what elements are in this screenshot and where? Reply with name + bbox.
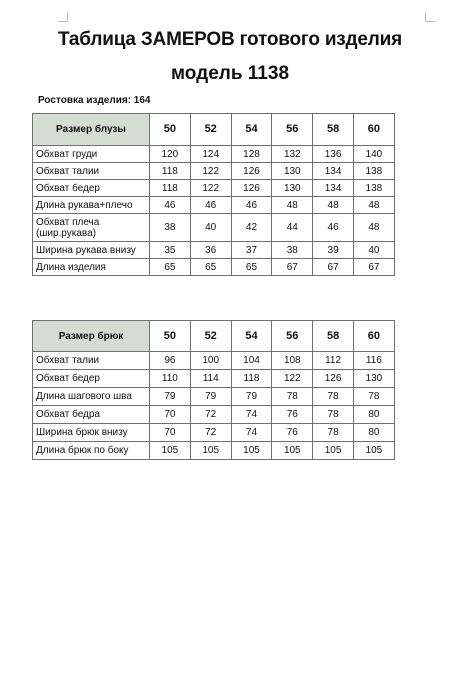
measurement-value: 122 [272, 370, 313, 388]
measurement-value: 134 [313, 163, 354, 180]
measurement-value: 126 [231, 180, 272, 197]
measurement-value: 70 [150, 424, 191, 442]
measurement-name: Длина рукава+плечо [33, 197, 150, 214]
measurement-value: 130 [272, 180, 313, 197]
measurement-value: 118 [150, 180, 191, 197]
measurement-value: 108 [272, 352, 313, 370]
size-header-cell: 54 [231, 321, 272, 352]
size-header-cell: 56 [272, 114, 313, 146]
measurement-value: 116 [353, 352, 394, 370]
measurement-name: Обхват бедер [33, 370, 150, 388]
measurement-value: 105 [272, 442, 313, 460]
measurement-name: Обхват бедра [33, 406, 150, 424]
measurement-value: 37 [231, 242, 272, 259]
measurement-value: 48 [353, 197, 394, 214]
measurement-value: 124 [190, 146, 231, 163]
measurement-value: 100 [190, 352, 231, 370]
measurement-value: 105 [150, 442, 191, 460]
measurement-name: Обхват плеча (шир.рукава) [33, 214, 150, 242]
table-row [33, 370, 395, 388]
page-title: Таблица ЗАМЕРОВ готового изделия [57, 29, 403, 50]
table-row [33, 388, 395, 406]
measurement-value: 40 [353, 242, 394, 259]
measurement-value: 38 [272, 242, 313, 259]
measurement-name: Ширина рукава внизу [33, 242, 150, 259]
measurement-value: 78 [353, 388, 394, 406]
measurement-name: Длина брюк по боку [33, 442, 150, 460]
size-header-cell: 60 [353, 114, 394, 146]
measurement-value: 46 [190, 197, 231, 214]
measurement-value: 65 [190, 259, 231, 276]
measurement-name: Обхват бедер [33, 180, 150, 197]
size-header-cell: 54 [231, 114, 272, 146]
measurement-value: 114 [190, 370, 231, 388]
pants-header-label: Размер брюк [33, 321, 150, 352]
measurement-value: 105 [190, 442, 231, 460]
measurement-value: 126 [231, 163, 272, 180]
measurement-value: 48 [313, 197, 354, 214]
measurement-value: 72 [190, 406, 231, 424]
measurement-value: 130 [272, 163, 313, 180]
measurement-name: Длина изделия [33, 259, 150, 276]
measurement-value: 36 [190, 242, 231, 259]
measurement-value: 76 [272, 424, 313, 442]
measurement-value: 44 [272, 214, 313, 242]
measurement-name: Длина шагового шва [33, 388, 150, 406]
measurement-value: 136 [313, 146, 354, 163]
size-header-cell: 50 [150, 321, 191, 352]
measurement-value: 78 [272, 388, 313, 406]
measurement-value: 78 [313, 388, 354, 406]
measurement-value: 78 [313, 406, 354, 424]
table-row [33, 197, 395, 214]
measurement-value: 67 [313, 259, 354, 276]
measurement-value: 72 [190, 424, 231, 442]
measurement-value: 118 [231, 370, 272, 388]
measurement-value: 140 [353, 146, 394, 163]
measurement-value: 39 [313, 242, 354, 259]
crop-mark-top-left [58, 12, 68, 22]
measurement-value: 78 [313, 424, 354, 442]
measurement-name: Обхват талии [33, 163, 150, 180]
measurement-value: 104 [231, 352, 272, 370]
measurement-value: 67 [272, 259, 313, 276]
measurement-value: 128 [231, 146, 272, 163]
measurement-value: 105 [231, 442, 272, 460]
measurement-value: 67 [353, 259, 394, 276]
measurement-value: 35 [150, 242, 191, 259]
pants-header-row [33, 321, 395, 352]
measurement-value: 46 [231, 197, 272, 214]
pants-size-table [32, 320, 395, 460]
size-header-cell: 60 [353, 321, 394, 352]
measurement-value: 65 [150, 259, 191, 276]
height-label: Ростовка изделия: 164 [38, 95, 151, 106]
size-header-cell: 50 [150, 114, 191, 146]
table-row [33, 146, 395, 163]
measurement-value: 138 [353, 180, 394, 197]
measurement-value: 122 [190, 163, 231, 180]
table-row [33, 442, 395, 460]
measurement-value: 65 [231, 259, 272, 276]
measurement-value: 80 [353, 424, 394, 442]
measurement-value: 132 [272, 146, 313, 163]
measurement-value: 80 [353, 406, 394, 424]
measurement-name: Обхват талии [33, 352, 150, 370]
measurement-value: 79 [190, 388, 231, 406]
measurement-value: 138 [353, 163, 394, 180]
measurement-value: 46 [150, 197, 191, 214]
size-header-cell: 58 [313, 321, 354, 352]
table-row [33, 163, 395, 180]
table-row [33, 406, 395, 424]
measurement-value: 112 [313, 352, 354, 370]
measurement-value: 126 [313, 370, 354, 388]
measurement-value: 105 [353, 442, 394, 460]
size-header-cell: 52 [190, 321, 231, 352]
blouse-size-table [32, 113, 395, 276]
size-header-cell: 52 [190, 114, 231, 146]
size-header-cell: 58 [313, 114, 354, 146]
measurement-value: 118 [150, 163, 191, 180]
measurement-value: 105 [313, 442, 354, 460]
measurement-value: 79 [150, 388, 191, 406]
measurement-name: Обхват груди [33, 146, 150, 163]
table-row [33, 214, 395, 242]
model-title: модель 1138 [170, 63, 290, 84]
measurement-value: 42 [231, 214, 272, 242]
measurement-value: 70 [150, 406, 191, 424]
measurement-value: 74 [231, 424, 272, 442]
size-header-cell: 56 [272, 321, 313, 352]
measurement-value: 38 [150, 214, 191, 242]
measurement-value: 120 [150, 146, 191, 163]
blouse-header-label: Размер блузы [33, 114, 150, 146]
measurement-value: 122 [190, 180, 231, 197]
measurement-value: 74 [231, 406, 272, 424]
measurement-name: Ширина брюк внизу [33, 424, 150, 442]
measurement-value: 76 [272, 406, 313, 424]
table-row [33, 180, 395, 197]
measurement-value: 46 [313, 214, 354, 242]
table-row [33, 242, 395, 259]
table-row [33, 352, 395, 370]
measurement-value: 130 [353, 370, 394, 388]
measurement-value: 134 [313, 180, 354, 197]
measurement-value: 110 [150, 370, 191, 388]
measurement-value: 40 [190, 214, 231, 242]
measurement-value: 48 [272, 197, 313, 214]
crop-mark-top-right [425, 12, 435, 22]
blouse-header-row [33, 114, 395, 146]
measurement-value: 79 [231, 388, 272, 406]
table-row [33, 424, 395, 442]
measurement-value: 48 [353, 214, 394, 242]
table-row [33, 259, 395, 276]
measurement-value: 96 [150, 352, 191, 370]
